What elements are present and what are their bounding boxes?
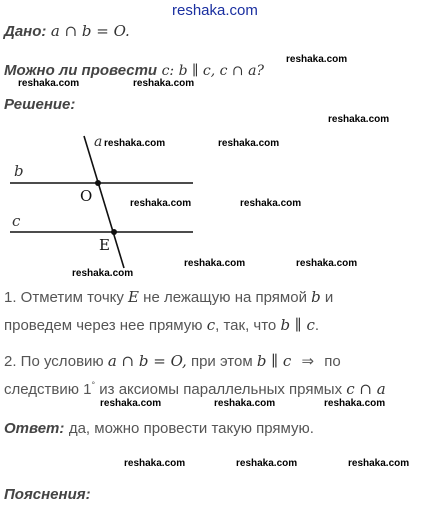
- watermark: reshaka.com: [18, 78, 80, 89]
- step2-line2: [4, 380, 386, 398]
- degree-sup: °: [91, 380, 96, 390]
- watermark: reshaka.com: [130, 198, 192, 209]
- watermark: reshaka.com: [218, 138, 280, 149]
- label-a: a: [94, 134, 103, 150]
- given-expression: a ∩ b = O.: [50, 22, 130, 40]
- step1-text: 1. Отметим точку: [4, 289, 124, 306]
- answer-line: [4, 420, 314, 438]
- label-O: O: [80, 187, 93, 205]
- step2-end: по: [324, 353, 341, 370]
- step1-period: .: [314, 317, 320, 334]
- watermark: reshaka.com: [240, 198, 302, 209]
- line-c-ref: c: [206, 316, 216, 334]
- explanation-label: Пояснения:: [4, 486, 91, 503]
- site-watermark: reshaka.com: [172, 2, 258, 19]
- watermark: reshaka.com: [133, 78, 195, 89]
- watermark: reshaka.com: [72, 268, 134, 279]
- point-E-ref: E: [128, 288, 139, 306]
- step2-text2: при этом: [190, 353, 253, 370]
- intersection-expression: a ∩ b = O,: [107, 352, 187, 370]
- given-label: Дано:: [4, 23, 47, 40]
- watermark: reshaka.com: [104, 138, 166, 149]
- watermark: reshaka.com: [214, 398, 276, 409]
- step2-line1: [4, 352, 341, 370]
- step1-text3: проведем через нее прямую: [4, 317, 203, 334]
- question-expression: c: b ∥ c, c ∩ a?: [161, 63, 264, 79]
- watermark: reshaka.com: [328, 114, 390, 125]
- watermark: reshaka.com: [324, 398, 386, 409]
- step1-end: и: [324, 289, 334, 306]
- implies-arrow: ⇒: [301, 353, 315, 370]
- solution-label: Решение:: [4, 96, 76, 113]
- answer-text: да, можно провести такую прямую.: [68, 420, 314, 437]
- label-c: c: [12, 212, 21, 230]
- parallel-expression-2: b ∥ c: [256, 352, 292, 370]
- line-b-ref: b: [311, 288, 321, 306]
- label-E: E: [99, 236, 110, 254]
- intersection-expression-2: c ∩ a: [346, 380, 386, 398]
- watermark: reshaka.com: [286, 54, 348, 65]
- step1-line1: [4, 288, 333, 306]
- parallel-expression: b ∥ c: [280, 316, 315, 334]
- step1-line2: [4, 316, 319, 334]
- watermark: reshaka.com: [296, 258, 358, 269]
- watermark: reshaka.com: [348, 458, 410, 469]
- watermark: reshaka.com: [184, 258, 246, 269]
- point-O: [95, 180, 101, 186]
- step2-text3: следствию 1: [4, 381, 92, 398]
- watermark: reshaka.com: [100, 398, 162, 409]
- point-E: [111, 229, 117, 235]
- watermark: reshaka.com: [236, 458, 298, 469]
- step2-text: 2. По условию: [4, 353, 104, 370]
- watermark: reshaka.com: [124, 458, 186, 469]
- step1-text2: не лежащую на прямой: [143, 289, 307, 306]
- label-b: b: [14, 162, 24, 180]
- question-label: Можно ли провести: [4, 62, 158, 79]
- step1-text4: , так, что: [215, 317, 277, 334]
- answer-label: Ответ:: [4, 420, 65, 437]
- step2-text4: из аксиомы параллельных прямых: [99, 381, 343, 398]
- given-line: [4, 22, 130, 41]
